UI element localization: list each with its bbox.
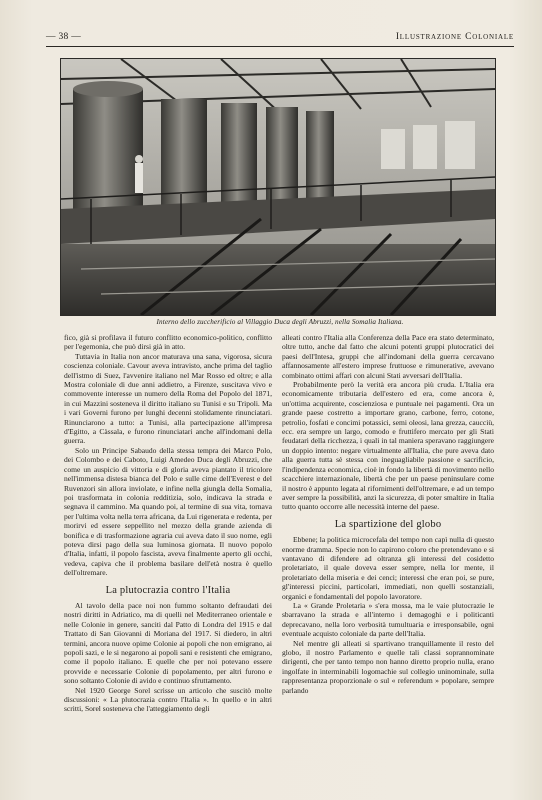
header-rule <box>46 46 514 47</box>
right-column <box>282 333 494 695</box>
paragraph: Probabilmente però la verità era ancora più cruda. L'Italia era economicamente tributaria dell'estero ed era, come ancora è, un'ottima acquirente, coscienziosa e puntuale nei pagamenti. Ora un grande paese costretto a importare grano, carbone, ferro, cotone, petrolio, fosfati e concimi potassici, semi oleosi, lana grezza, caucciù, ecc. era sempre un largo, comodo e fruttifero mercato per gli Stati feudatari della ricchezza, i quali in tal maniera speravano raggiungere un doppio intento: negare virtualmente all'Italia, che pure aveva dato alla guerra tutta sè stessa con ineguagliabile passione e sacrificio, l'indipendenza economica, cioè in fondo la libertà di movimento nello scacchiere internazionale, libertà che per un paese peninsulare come il nostro è appunto legata al rifornimenti dell'oltremare, e ad un tempo aver sempre la possibilità, anzi la sicurezza, di poter smaltire in Italia tutto quanto occorre alle necessità interne del paese. <box>282 380 494 512</box>
photo-caption: Interno dello zuccherificio al Villaggio Duca degli Abruzzi, nella Somalia Italiana. <box>156 318 404 326</box>
paragraph: Ebbene; la politica microcefala del tempo non capì nulla di questo enorme dramma. Specie non lo capirono coloro che pretendevano e si vantavano di difendere ad oltranza gli interessi del cosidetto proletariato, il quale doveva esser sempre, nella lor mente, il proletariato della miseria e dei cenci; interessi che eran poi, se pure, gl'interessi piccini, particolari, immediati, non quelli sostanziali, organici e fondamentali del popolo lavoratore. <box>282 535 494 601</box>
paragraph: alleati contro l'Italia alla Conferenza della Pace era stato determinato, oltre tutto, anche dal fatto che alcuni potenti gruppi plutocratici dei paesi dell'Intesa, gruppi che all'indomani della guerra cercavano affannosamente all'estero imprese fruttuose e rimunerative, avevano combinato ottimi affari con alcuni Stati avversari dell'Italia. <box>282 333 494 380</box>
section-heading: La spartizione del globo <box>334 518 442 530</box>
paragraph: Nel 1920 George Sorel scrisse un articolo che suscitò molte discussioni: « La plutocrazia contro l'Italia ». In quello e in altri scritti, Sorel sosteneva che l'atteggiamento degli <box>64 685 272 714</box>
journal-title: Illustrazione Coloniale <box>395 32 514 42</box>
section-heading: La plutocrazia contro l'Italia <box>105 584 231 596</box>
factory-interior-photo <box>60 58 496 316</box>
running-header <box>46 32 514 46</box>
paragraph: Nel mentre gli alleati si spartivano tranquillamente il resto del globo, il nostro Parlamento e quelle tali classi soprannominate dirigenti, che per tanto tempo non hanno diretto proprio nulla, erano ingolfate in interminabili logomachie sul collegio uninominale, sulla rappresentanza proporzionale o sul « referendum » popolare, sempre parlando <box>282 638 494 695</box>
paragraph: fico, già si profilava il futuro conflitto economico-politico, conflitto per l'egemonia, che può dirsi già in atto. <box>64 333 272 352</box>
paragraph: Tuttavia in Italia non ancor maturava una sana, vigorosa, sicura coscienza coloniale. Cavour aveva intravisto, anche prima del taglio dell'istmo di Suez, l'avvenire italiano nel Mar Rosso ed oltre; e alla Mostra coloniale di due anni addietro, a Firenze, suscitava vivo e commovente interesse un numero della Roma del Popolo del 1871, in cui Mazzini sosteneva il diritto italiano su Tunisi e su Tripoli. Ma i vari Governi furono per lunghi decenni stolidamente rinunciatari. Rinunciarono a tutto: a Tunisi, alla partecipazione all'impresa d'Egitto, a Càssala, e furono rinunciatari anche all'indomani della guerra. <box>64 351 272 446</box>
page-number: — 38 — <box>46 32 82 42</box>
paragraph: La « Grande Proletaria » s'era mossa, ma le vaie plutocrazie le sbarravano la strada e all'interno i demagoghi e i politicanti deprecavano, nella loro verbosità tumultuaria e irresponsabile, ogni eventuale acquisto coloniale da parte dell'Italia. <box>282 600 494 639</box>
paragraph: Solo un Principe Sabaudo della stessa tempra dei Marco Polo, dei Colombo e dei Caboto, Luigi Amedeo Duca degli Abruzzi, che come un auspicio di vittoria e di gloria aveva piantato il tricolore nell'immensa distesa bianca del Polo e sulle cime dell'Everest e del Ruvenzori sin allora inviolate, e infine nella giungla della Somalia, poi trasformata in colonia redditizia, solo, indicava la strada e segnava il cammino. Ma quando poi, al termine di sua vita, tornava per l'ultima volta nella terra africana, da Lui rigenerata e redenta, per morirvi ed essere seppellito nel mezzo della grande azienda di bonifica e di trasformazione agraria cui aveva dato il suo nome, egli poteva dirsi pago della sua luminosa giornata. Il nuovo popolo d'Italia, infatti, il popolo fascista, aveva finalmente aperto gli occhi, vedeva, capiva che il problema basilare dell'età nostra è quello dell'oltremare. <box>64 445 272 578</box>
left-column <box>64 333 272 714</box>
paragraph: Al tavolo della pace noi non fummo soltanto defraudati dei nostri diritti in Adriatico, ma di quelli nel Mediterraneo orientale e nelle Colonie in genere, sanciti dal Patto di Londra del 1915 e dal Trattato di San Giovanni di Moriana del 1917. Si diedero, in altri termini, ancora nuove opime Colonie ai popoli che non emigrano, ai popoli sazi, e le si negarono ai popoli sani e resistenti che emigrano, come il popolo italiano. E quelle che per noi potevano essere provvide e necessarie Colonie di popolamento, per altri furono e sono soltanto Colonie di avido e continuo sfruttamento. <box>64 600 272 686</box>
